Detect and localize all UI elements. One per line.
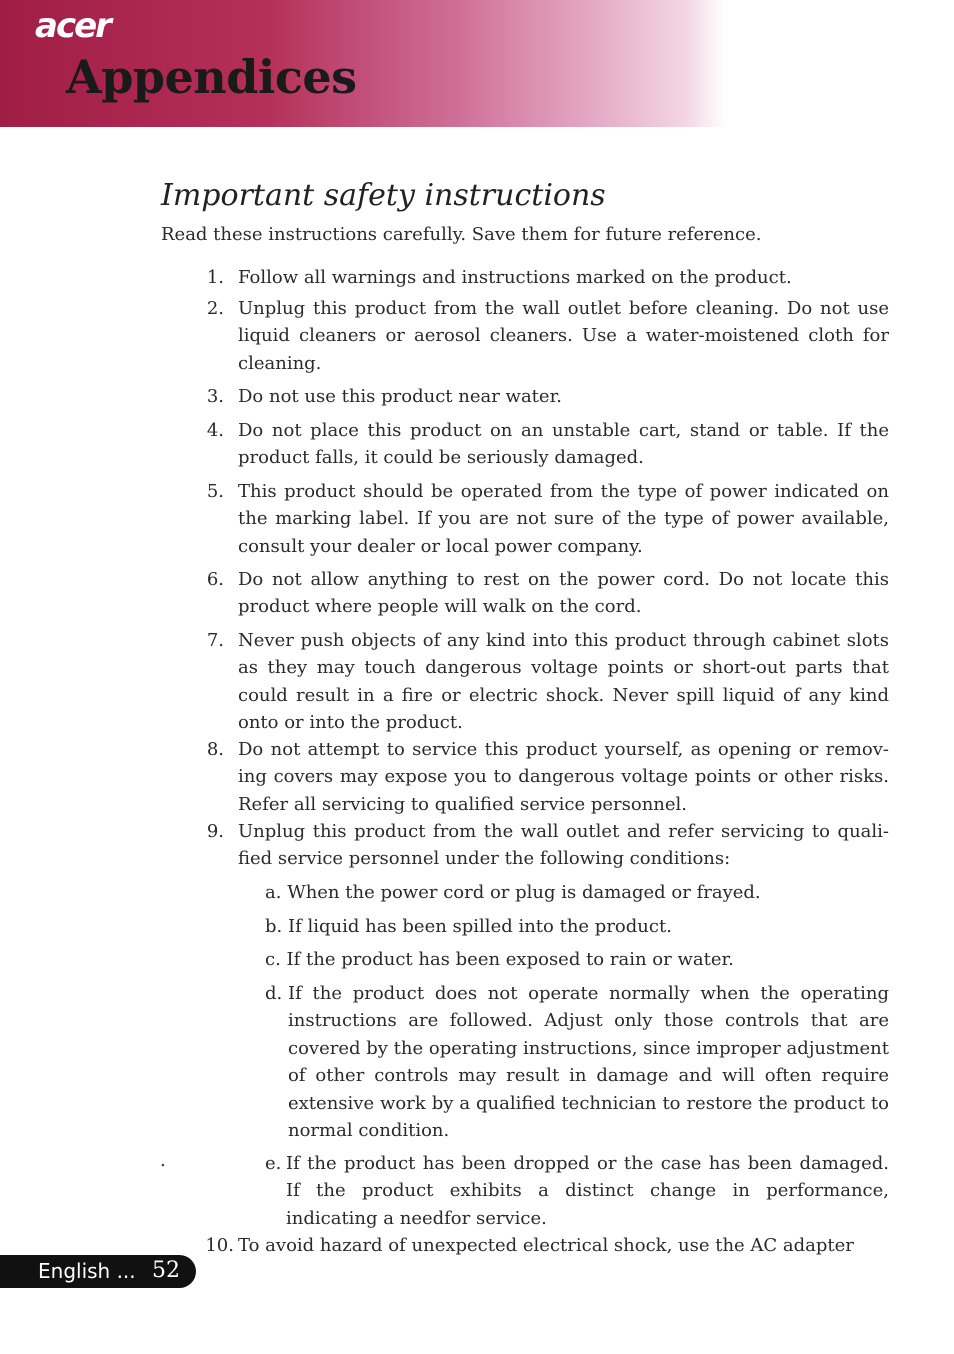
sub-item-text: If the product does not operate normally when the operating instructions are followed. Adjust only those controls that are covered by the operating instructions, since improper adjustment of other controls may result in damage and will often require extensive work by a qualified technician to restore the product to normal condition. bbox=[288, 983, 890, 1142]
sub-list-item bbox=[265, 913, 889, 940]
sub-item-label: b. bbox=[265, 916, 283, 937]
intro-text: Read these instructions carefully. Save them for future reference. bbox=[161, 224, 762, 245]
list-item-text: Never push objects of any kind into this product through cabinet slots as they may touch dangerous voltage points or short-out parts that could result in a fire or electric shock. Never spill liquid of any kind onto or into the product. bbox=[238, 630, 889, 734]
sub-item-label: d. bbox=[265, 983, 283, 1004]
list-item-text: To avoid hazard of unexpected electrical shock, use the AC adapter bbox=[238, 1235, 854, 1256]
sub-item-label: c. bbox=[265, 949, 281, 970]
list-item-text: Do not place this product on an unstable cart, stand or table. If the product falls, it could be seriously damaged. bbox=[238, 420, 889, 469]
list-item-text: Follow all warnings and instructions marked on the product. bbox=[238, 267, 792, 288]
sub-list-item bbox=[265, 946, 889, 973]
list-item-text: Do not use this product near water. bbox=[238, 386, 562, 407]
list-item-number: 10. bbox=[205, 1235, 234, 1256]
list-item-text: This product should be operated from the type of power indicated on the marking label. If you are not sure of the type of power available, consult your dealer or local power company. bbox=[238, 481, 889, 557]
sub-item-text: When the power cord or plug is damaged or frayed. bbox=[287, 882, 761, 903]
list-item-number: 6. bbox=[206, 569, 224, 590]
page-header-banner bbox=[0, 0, 954, 127]
sub-item-label: e. bbox=[265, 1153, 282, 1174]
sub-item-text: If the product has been dropped or the case has been damaged. If the product exhibits a distinct change in performance, indicating a needfor service. bbox=[286, 1153, 889, 1229]
list-item-text: Do not allow anything to rest on the power cord. Do not locate this product where people will walk on the cord. bbox=[238, 569, 889, 618]
list-item-number: 8. bbox=[206, 739, 224, 760]
list-item-text: Do not attempt to service this product yourself, as opening or remov-ing covers may expose you to dangerous voltage points or other risks. Refer all servicing to qualified service personnel. bbox=[238, 739, 889, 815]
acer-logo: acer bbox=[35, 6, 110, 46]
section-title: Important safety instructions bbox=[161, 178, 606, 213]
sub-list-item bbox=[265, 879, 889, 906]
sub-item-text: If liquid has been spilled into the product. bbox=[287, 916, 672, 937]
list-item-number: 5. bbox=[206, 481, 224, 502]
list-item-number: 2. bbox=[206, 298, 224, 319]
list-item-number: 9. bbox=[206, 821, 224, 842]
sub-item-text: If the product has been exposed to rain or water. bbox=[286, 949, 734, 970]
sub-item-label: a. bbox=[265, 882, 282, 903]
footer-language: English ... bbox=[38, 1259, 136, 1283]
list-item-number: 4. bbox=[206, 420, 224, 441]
list-item-number: 3. bbox=[206, 386, 224, 407]
list-item-text: Unplug this product from the wall outlet and refer servicing to quali-fied service personnel under the following conditions: bbox=[238, 821, 889, 870]
list-item-text: Unplug this product from the wall outlet before cleaning. Do not use liquid cleaners or aerosol cleaners. Use a water-moistened cloth for cleaning. bbox=[238, 298, 889, 374]
list-item-number: 7. bbox=[206, 630, 224, 651]
page-number: 52 bbox=[152, 1258, 180, 1283]
page-title: Appendices bbox=[66, 50, 357, 104]
list-item-number: 1. bbox=[206, 267, 224, 288]
stray-mark: . bbox=[160, 1150, 166, 1171]
